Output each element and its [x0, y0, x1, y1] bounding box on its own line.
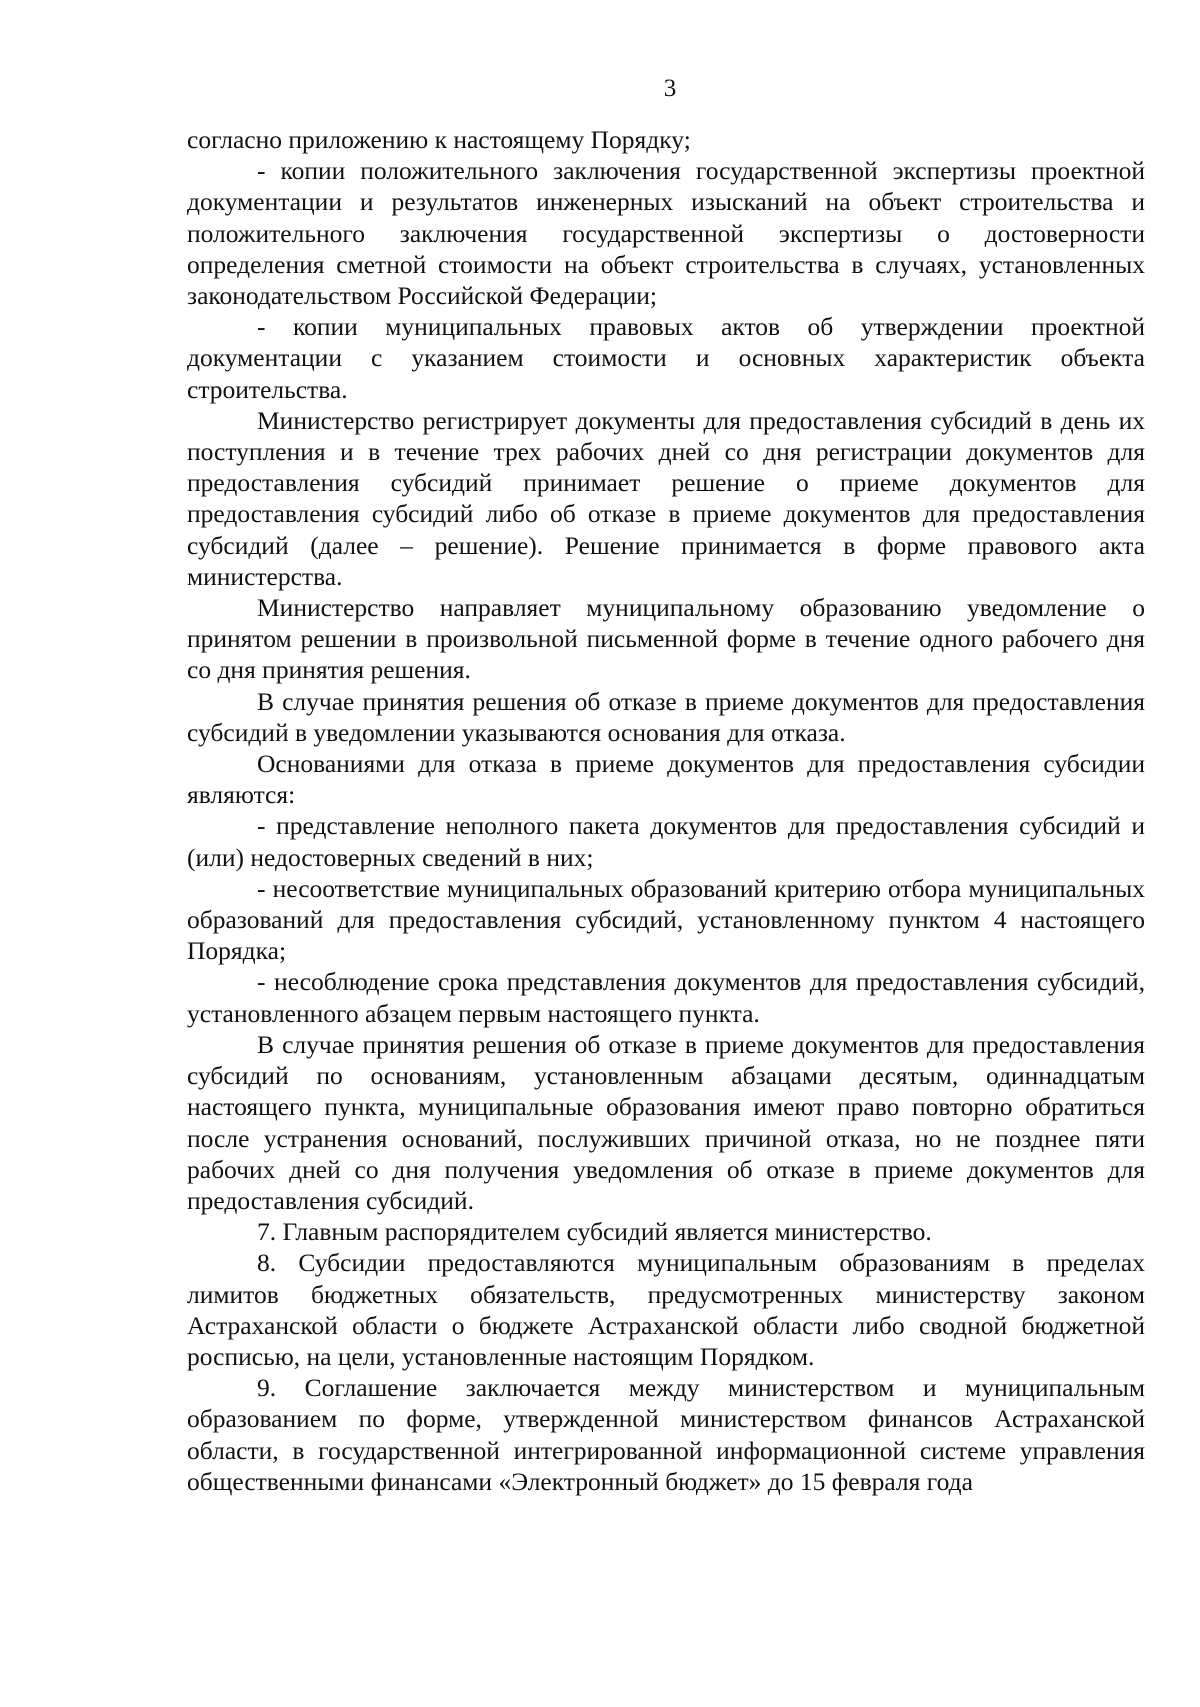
document-body	[187, 124, 1145, 1497]
paragraph-refusal-notice: В случае принятия решения об отказе в приеме документов для предоставления субсидий в уведомлении указываются основания для отказа.	[187, 686, 1145, 747]
paragraph-item-8: 8. Субсидии предоставляются муниципальным образованиям в пределах лимитов бюджетных обязательств, предусмотренных министерству законом Астраханской области о бюджете Астраханской области либо сводной бюджетной росписью, на цели, установленные настоящим Порядком.	[187, 1248, 1145, 1371]
paragraph-registration: Министерство регистрирует документы для предоставления субсидий в день их поступления и в течение трех рабочих дней со дня регистрации документов для предоставления субсидий принимает решение о приеме документов для предоставления субсидий либо об отказе в приеме документов для предоставления субсидий (далее – решение). Решение принимается в форме правового акта министерства.	[187, 405, 1145, 591]
list-item-municipal-acts: - копии муниципальных правовых актов об утверждении проектной документации с указанием стоимости и основных характеристик объекта строительства.	[187, 312, 1145, 404]
paragraph-continuation: согласно приложению к настоящему Порядку;	[187, 125, 691, 154]
paragraph-notification: Министерство направляет муниципальному образованию уведомление о принятом решении в произвольной письменной форме в течение одного рабочего дня со дня принятия решения.	[187, 593, 1145, 685]
list-item-criteria-mismatch: - несоответствие муниципальных образований критерию отбора муниципальных образований для предоставления субсидий, установленному пунктом 4 настоящего Порядка;	[187, 873, 1145, 966]
list-item-expertise-copies: - копии положительного заключения государственной экспертизы проектной документации и результатов инженерных изысканий на объект строительства и положительного заключения государственной экспертизы о достоверности определения сметной стоимости на объект строительства в случаях, установленных законодательством Российской Федерации;	[187, 156, 1145, 311]
paragraph-item-7: 7. Главным распорядителем субсидий является министерство.	[257, 1217, 932, 1247]
paragraph-refusal-grounds: Основаниями для отказа в приеме документов для предоставления субсидии являются:	[187, 749, 1145, 810]
list-item-incomplete-package: - представление неполного пакета документов для предоставления субсидий и (или) недостоверных сведений в них;	[187, 811, 1145, 872]
list-item-deadline-violation: - несоблюдение срока представления документов для предоставления субсидий, установленного абзацем первым настоящего пункта.	[187, 967, 1145, 1028]
paragraph-item-9: 9. Соглашение заключается между министерством и муниципальным образованием по форме, утвержденной министерством финансов Астраханской области, в государственной интегрированной информационной системе управления общественными финансами «Электронный бюджет» до 15 февраля года	[187, 1373, 1145, 1496]
page-number: 3	[663, 75, 677, 102]
paragraph-resubmission: В случае принятия решения об отказе в приеме документов для предоставления субсидий по основаниям, установленным абзацами десятым, одиннадцатым настоящего пункта, муниципальные образования имеют право повторно обратиться после устранения оснований, послуживших причиной отказа, но не позднее пяти рабочих дней со дня получения уведомления об отказе в приеме документов для предоставления субсидий.	[187, 1029, 1145, 1215]
